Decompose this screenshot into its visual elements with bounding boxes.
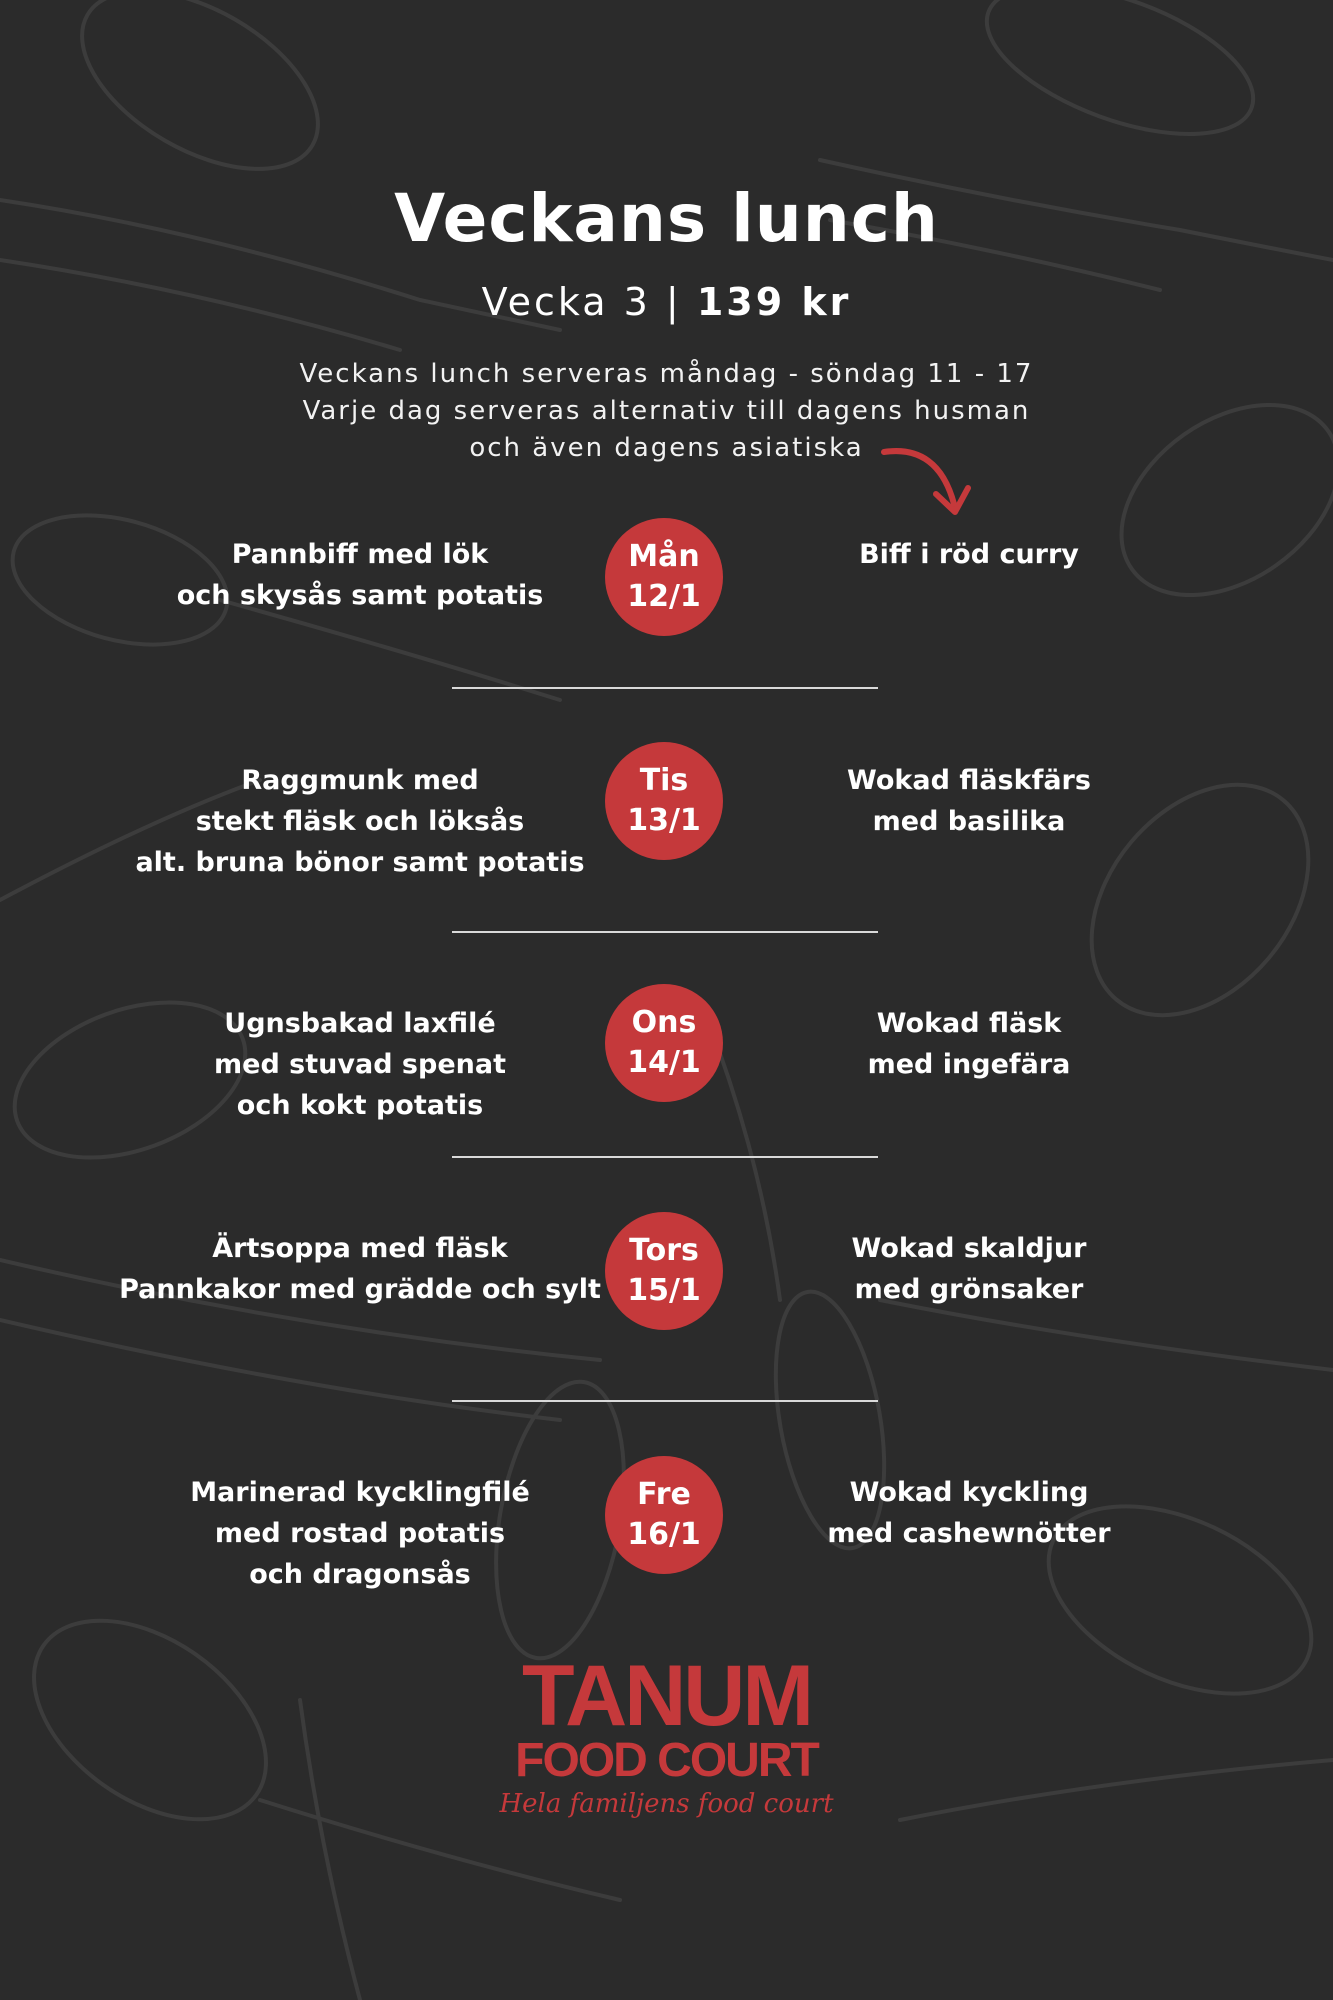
day-name: Tors bbox=[629, 1233, 699, 1268]
husman-dish bbox=[100, 1472, 620, 1595]
day-badge bbox=[605, 1456, 723, 1574]
husman-dish bbox=[100, 1228, 620, 1310]
asian-dish bbox=[709, 534, 1229, 575]
intro-line: Veckans lunch serveras måndag - söndag 11 - 17 bbox=[299, 359, 1034, 389]
week-price-line bbox=[0, 280, 1333, 324]
price-label: 139 kr bbox=[696, 280, 852, 324]
husman-dish bbox=[100, 1003, 620, 1126]
logo-food-court: FOOD COURT bbox=[515, 1734, 818, 1787]
dish-line: stekt fläsk och löksås bbox=[195, 806, 525, 837]
dish-line: Pannkakor med grädde och sylt bbox=[119, 1274, 601, 1305]
day-date: 13/1 bbox=[627, 803, 701, 838]
page-title: Veckans lunch bbox=[394, 180, 939, 257]
day-date: 14/1 bbox=[627, 1045, 701, 1080]
day-badge bbox=[605, 742, 723, 860]
day-date: 15/1 bbox=[627, 1273, 701, 1308]
dish-line: med grönsaker bbox=[854, 1274, 1084, 1305]
intro-line: Varje dag serveras alternativ till dagens husman bbox=[302, 396, 1031, 426]
dish-line: och dragonsås bbox=[249, 1559, 471, 1590]
dish-line: och kokt potatis bbox=[236, 1090, 484, 1121]
day-date: 16/1 bbox=[627, 1517, 701, 1552]
dish-line: med cashewnötter bbox=[827, 1518, 1111, 1549]
divider bbox=[452, 687, 878, 689]
intro-text bbox=[0, 356, 1333, 467]
dish-line: Ärtsoppa med fläsk bbox=[212, 1233, 508, 1264]
dish-line: med rostad potatis bbox=[214, 1518, 506, 1549]
dish-line: med basilika bbox=[872, 806, 1066, 837]
divider bbox=[452, 1156, 878, 1158]
dish-line: Raggmunk med bbox=[241, 765, 479, 796]
day-badge bbox=[605, 1212, 723, 1330]
divider bbox=[452, 1400, 878, 1402]
husman-dish bbox=[100, 760, 620, 883]
dish-line: Ugnsbakad laxfilé bbox=[224, 1008, 496, 1039]
day-date: 12/1 bbox=[627, 579, 701, 614]
separator: | bbox=[665, 280, 682, 324]
asian-dish bbox=[709, 1472, 1229, 1554]
day-badge bbox=[605, 518, 723, 636]
day-name: Tis bbox=[639, 763, 689, 798]
logo-tanum: TANUM bbox=[521, 1648, 812, 1744]
week-label: Vecka 3 bbox=[481, 280, 651, 324]
brand-logo bbox=[0, 1648, 1333, 1822]
dish-line: och skysås samt potatis bbox=[176, 580, 544, 611]
dish-line: Pannbiff med lök bbox=[231, 539, 489, 570]
day-name: Ons bbox=[631, 1005, 697, 1040]
dish-line: Wokad fläskfärs bbox=[847, 765, 1091, 796]
dish-line: Biff i röd curry bbox=[859, 539, 1079, 570]
logo-tagline: Hela familjens food court bbox=[499, 1789, 834, 1819]
dish-line: Wokad fläsk bbox=[876, 1008, 1062, 1039]
dish-line: med ingefära bbox=[867, 1049, 1071, 1080]
asian-dish bbox=[709, 1003, 1229, 1085]
divider bbox=[452, 931, 878, 933]
dish-line: Wokad kyckling bbox=[849, 1477, 1089, 1508]
husman-dish bbox=[100, 534, 620, 616]
day-name: Fre bbox=[637, 1477, 691, 1512]
dish-line: alt. bruna bönor samt potatis bbox=[135, 847, 585, 878]
dish-line: Marinerad kycklingfilé bbox=[190, 1477, 530, 1508]
day-name: Mån bbox=[628, 539, 700, 574]
curved-arrow-icon bbox=[878, 442, 978, 522]
dish-line: Wokad skaldjur bbox=[851, 1233, 1087, 1264]
asian-dish bbox=[709, 1228, 1229, 1310]
dish-line: med stuvad spenat bbox=[214, 1049, 506, 1080]
asian-dish bbox=[709, 760, 1229, 842]
intro-line: och även dagens asiatiska bbox=[469, 433, 864, 463]
day-badge bbox=[605, 984, 723, 1102]
